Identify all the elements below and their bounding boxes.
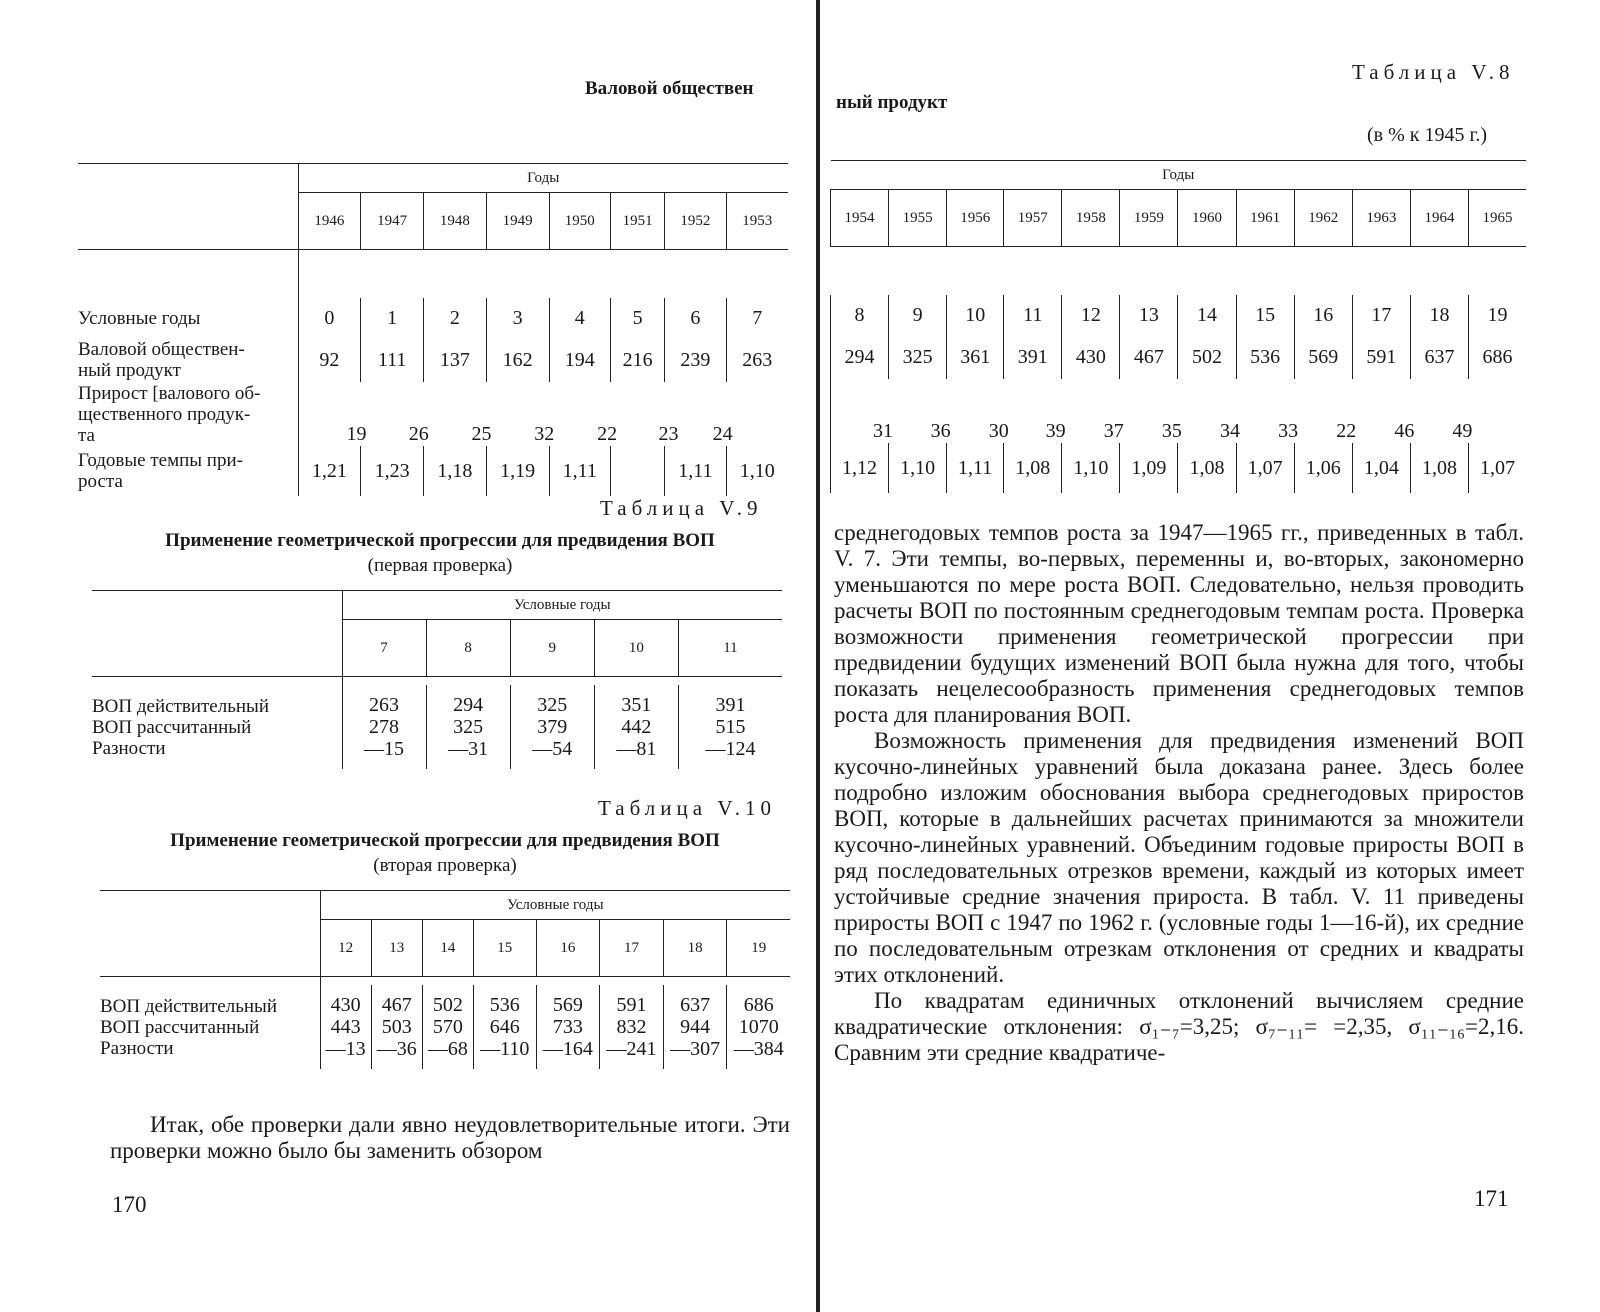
table9-year: 10: [594, 620, 678, 677]
table8r-rate: 1,07: [1469, 443, 1526, 493]
table10-actual: 502: [432, 994, 463, 1016]
table8r-increment-cell: [1004, 379, 1066, 443]
table8r-increment-cell: [1352, 379, 1415, 443]
page-number-left: 170: [112, 1192, 147, 1217]
table8r-rate: 1,09: [1120, 443, 1178, 493]
table8r-increment-cell: [947, 379, 1009, 443]
table9-row-label: ВОП рассчитанный: [92, 716, 252, 738]
table8r-year: 1958: [1062, 190, 1120, 247]
table10-difference: —241: [606, 1038, 657, 1060]
table10-group-header: Условные годы: [320, 891, 790, 920]
table9-row-label: ВОП действительный: [92, 695, 269, 717]
row-label-increment-line: та: [78, 424, 95, 446]
table8l-increment-cell: [726, 382, 788, 446]
table8r-cond-year: 10: [947, 295, 1004, 335]
table8l-increment: 26: [408, 423, 429, 445]
table8l-gross: 111: [361, 338, 424, 382]
table9-actual: 351: [621, 694, 652, 716]
table8l-cond-year: 2: [424, 298, 487, 338]
table8r-cond-year: 11: [1004, 295, 1062, 335]
table8r-rate: 1,06: [1294, 443, 1352, 493]
table8r-year: 1965: [1469, 190, 1526, 247]
table9-values: [510, 685, 594, 769]
table8r-increment: 33: [1278, 420, 1299, 442]
right-paragraph-3: По квадратам единичных отклонений вычисляем средние квадратические отклонения: σ₁₋₇=3,25; σ₇₋₁₁= =2,35, σ₁₁₋₁₆=2,16. Сравним эти средние квадратиче-: [834, 988, 1524, 1065]
table8l-rate: 1,10: [726, 446, 788, 496]
table8r-rate: 1,04: [1352, 443, 1410, 493]
table9-difference: —54: [532, 738, 573, 760]
table8r-cond-year: 9: [889, 295, 947, 335]
left-paragraph: Итак, обе проверки дали явно неудовлетворительные итоги. Эти проверки можно было бы заменить обзором: [110, 1112, 790, 1163]
table10-row-labels: [100, 985, 320, 1069]
table8r-gross: 591: [1352, 335, 1410, 379]
table8r-rate: 1,10: [889, 443, 947, 493]
table10-difference: —110: [480, 1038, 530, 1060]
table8r-cond-year: 14: [1178, 295, 1236, 335]
table9-year: 9: [510, 620, 594, 677]
table9-difference: —31: [448, 738, 489, 760]
page-number-right: 171: [1474, 1186, 1509, 1211]
table8-left: [78, 163, 788, 496]
table8r-cond-year: 18: [1410, 295, 1468, 335]
table9-actual: 325: [537, 694, 568, 716]
table8l-rate: 1,19: [486, 446, 549, 496]
table8r-increment: 30: [988, 420, 1009, 442]
table10-actual: 569: [552, 994, 583, 1016]
table8l-rate: 1,11: [549, 446, 610, 496]
table10-values: [727, 985, 790, 1069]
table9-difference: —124: [705, 738, 756, 760]
table10-year: 17: [600, 920, 664, 977]
table10-actual: 637: [680, 994, 711, 1016]
right-paragraph-2: Возможность применения для предвидения изменений ВОП кусочно-линейных уравнений была доказана ранее. Здесь более подробно изложим обоснования выбора среднегодовых приростов ВОП, которые в дальнейших расчетах принимаются за множители кусочно-линейных уравнений. Объединим годовые приросты ВОП в ряд последовательных отрезков времени, каждый из которых имеет устойчивые средние значения прироста. В табл. V. 11 приведены приросты ВОП с 1947 по 1962 г. (условные годы 1—16-й), их средние по последовательным отрезкам отклонения от средних и квадраты этих отклонений.: [834, 728, 1524, 987]
table10-corner: [100, 920, 320, 977]
table8r-cond-year: 19: [1469, 295, 1526, 335]
table8r-increment: 37: [1103, 420, 1124, 442]
table8l-rate: 1,11: [665, 446, 726, 496]
table9-group-header: Условные годы: [342, 591, 782, 620]
table8r-increment-cell: [1062, 379, 1124, 443]
left-text: [110, 1112, 790, 1164]
table8r-increment: 31: [873, 420, 893, 442]
table8r-gross: 361: [947, 335, 1004, 379]
table8l-increment-cell: [486, 382, 555, 446]
table8r-year: 1959: [1120, 190, 1178, 247]
table8l-gross: 239: [665, 338, 726, 382]
table10-actual: 536: [489, 994, 520, 1016]
table8r-increment-cell: [889, 379, 951, 443]
table8l-increment-cell: [298, 382, 367, 446]
table8-label: Таблица V.8: [1352, 60, 1515, 84]
row-label-increment-line: Прирост [валового об-: [78, 382, 261, 404]
table10-year: 18: [663, 920, 727, 977]
table8r-increment: 22: [1336, 420, 1357, 442]
table8r-cond-year: 8: [831, 295, 889, 335]
table8r-increment: 46: [1394, 420, 1415, 442]
row-label-gross-product: [78, 338, 298, 382]
table8l-increment-cell: [424, 382, 492, 446]
table10-difference: —36: [376, 1038, 417, 1060]
row-label-gross-product-line: ный продукт: [78, 360, 181, 381]
table10-difference: —384: [733, 1038, 784, 1060]
table8r-increment: 49: [1452, 420, 1473, 442]
table8r-rate: 1,07: [1236, 443, 1294, 493]
table10-actual: 467: [381, 994, 412, 1016]
table8r-increment-cell: [1236, 379, 1299, 443]
table8l-increment-cell: [361, 382, 429, 446]
table9-row-labels: [92, 685, 342, 769]
table9-actual: 391: [715, 694, 746, 716]
table10-actual: 591: [616, 994, 647, 1016]
table8r-year: 1963: [1352, 190, 1410, 247]
table9: [92, 590, 782, 769]
table8r-year: 1961: [1236, 190, 1294, 247]
table8l-year: 1946: [298, 193, 361, 250]
table8r-year: 1954: [831, 190, 889, 247]
table10-year: 19: [727, 920, 790, 977]
table10-calculated: 503: [381, 1016, 412, 1038]
table8r-group-header: Годы: [831, 161, 1527, 190]
table10-difference: —164: [542, 1038, 593, 1060]
table10-values: [663, 985, 727, 1069]
table8l-cond-year: 5: [611, 298, 665, 338]
table8l-increment: 19: [346, 423, 367, 445]
table8r-year: 1962: [1294, 190, 1352, 247]
table8r-year: 1960: [1178, 190, 1236, 247]
table8l-gross: 194: [549, 338, 610, 382]
table10-year: 16: [536, 920, 600, 977]
table8l-year: 1953: [726, 193, 788, 250]
table10-subtitle: (вторая проверка): [373, 855, 517, 876]
right-paragraph-1: среднегодовых темпов роста за 1947—1965 гг., приведенных в табл. V. 7. Эти темпы, во-первых, переменны и, во-вторых, закономерно уменьшаются по мере роста ВОП. Следовательно, нельзя проводить расчеты ВОП по постоянным среднегодовым темпам роста. Проверка возможности применения геометрической прогрессии при предвидении будущих изменений ВОП была нужна для того, чтобы показать нецелесообразность применения среднегодовых темпов роста для планирования ВОП.: [834, 520, 1524, 727]
table9-calculated: 325: [453, 716, 484, 738]
table10-values: [600, 985, 664, 1069]
table9-actual: 294: [453, 694, 484, 716]
table8l-cond-year: 7: [726, 298, 788, 338]
table8l-increment: 23: [658, 423, 679, 445]
table8l-increment: 24: [712, 423, 733, 445]
table10-values: [320, 985, 371, 1069]
table8l-year: 1947: [361, 193, 424, 250]
right-text: [834, 520, 1524, 1066]
table8r-cond-year: 16: [1294, 295, 1352, 335]
table8r-gross: 467: [1120, 335, 1178, 379]
table9-title: Применение геометрической прогрессии для предвидения ВОП: [165, 530, 715, 551]
table8r-cond-year: 15: [1236, 295, 1294, 335]
table8l-gross: 216: [611, 338, 665, 382]
table8l-rate: 1,23: [361, 446, 424, 496]
table10-row-label: ВОП действительный: [100, 995, 277, 1017]
table8r-rate: 1,12: [831, 443, 889, 493]
table8l-increment: 25: [471, 423, 492, 445]
table8-title-part2: ный продукт: [836, 92, 948, 113]
table10-calculated: 944: [680, 1016, 711, 1038]
right-page: [822, 0, 1600, 1312]
table8l-gross: 92: [298, 338, 361, 382]
table8l-corner: [78, 193, 298, 250]
table9-row-label: Разности: [92, 737, 166, 759]
row-label-conditional-years: [78, 298, 298, 338]
table9-difference: —81: [616, 738, 657, 760]
table9-year: 7: [342, 620, 426, 677]
row-label-gross-product-line: Валовой обществен-: [78, 339, 245, 360]
table8l-year: 1949: [486, 193, 549, 250]
table8r-increment-cell: [1294, 379, 1357, 443]
table10-year: 14: [422, 920, 473, 977]
table8r-gross: 569: [1294, 335, 1352, 379]
table10-values: [371, 985, 422, 1069]
table10-values: [473, 985, 536, 1069]
table8r-rate: 1,08: [1004, 443, 1062, 493]
table8r-gross: 637: [1410, 335, 1468, 379]
table8r-gross: 536: [1236, 335, 1294, 379]
table8r-increment-cell: [831, 379, 893, 443]
table9-values: [342, 685, 426, 769]
table8l-cond-year: 1: [361, 298, 424, 338]
table8r-cond-year: 12: [1062, 295, 1120, 335]
table8r-increment: 35: [1161, 420, 1182, 442]
table8l-cond-year: 4: [549, 298, 610, 338]
table8r-rate: 1,08: [1410, 443, 1468, 493]
table10-year: 15: [473, 920, 536, 977]
table8r-gross: 325: [889, 335, 947, 379]
table9-actual: 263: [369, 694, 400, 716]
table8r-year: 1964: [1410, 190, 1468, 247]
table10-calculated: 646: [489, 1016, 520, 1038]
table8l-cond-year: 0: [298, 298, 361, 338]
table8r-rate: 1,11: [947, 443, 1004, 493]
table8r-cond-year: 17: [1352, 295, 1410, 335]
table10-row-label: ВОП рассчитанный: [100, 1016, 260, 1038]
table8l-cond-year: 3: [486, 298, 549, 338]
table8r-gross: 294: [831, 335, 889, 379]
table10-calculated: 443: [330, 1016, 361, 1038]
table8r-cond-year: 13: [1120, 295, 1178, 335]
table8l-rate: [611, 446, 665, 496]
table8r-increment-cell: [1469, 379, 1526, 443]
row-label-increment-line: щественного продук-: [78, 403, 251, 425]
table8r-gross: 686: [1469, 335, 1526, 379]
table8r-year: 1956: [947, 190, 1004, 247]
table8r-rate: 1,10: [1062, 443, 1120, 493]
table8r-gross: 502: [1178, 335, 1236, 379]
table9-difference: —15: [364, 738, 405, 760]
row-label-increment: [78, 382, 298, 446]
table10: [100, 890, 790, 1069]
table10-actual: 686: [743, 994, 774, 1016]
table9-calculated: 515: [715, 716, 746, 738]
table8-right: [830, 160, 1526, 493]
table8r-increment-cell: [1120, 379, 1182, 443]
table8r-year: 1957: [1004, 190, 1062, 247]
table8r-gross: 430: [1062, 335, 1120, 379]
table9-corner: [92, 620, 342, 677]
table10-difference: —307: [670, 1038, 721, 1060]
table10-values: [422, 985, 473, 1069]
table8l-cond-year: 6: [665, 298, 726, 338]
table8r-increment-cell: [1178, 379, 1240, 443]
table9-year: 11: [678, 620, 782, 677]
table8l-gross: 162: [486, 338, 549, 382]
table10-title: Применение геометрической прогрессии для предвидения ВОП: [170, 830, 720, 851]
row-label-conditional-years-line: Условные годы: [78, 307, 201, 329]
table9-calculated: 379: [537, 716, 568, 738]
table8l-year: 1951: [611, 193, 665, 250]
table8r-gross: 391: [1004, 335, 1062, 379]
table10-values: [536, 985, 600, 1069]
table8r-increment: 34: [1219, 420, 1240, 442]
table10-year: 12: [320, 920, 371, 977]
table9-subtitle: (первая проверка): [367, 555, 513, 576]
table8r-year: 1955: [889, 190, 947, 247]
table8l-increment-cell: [549, 382, 618, 446]
row-label-annual-rates-line: роста: [78, 471, 123, 492]
table8l-gross: 263: [726, 338, 788, 382]
row-label-annual-rates-line: Годовые темпы при-: [78, 450, 243, 471]
table10-row-label: Разности: [100, 1037, 174, 1059]
table8l-increment-cell: [611, 382, 679, 446]
table9-values: [678, 685, 782, 769]
table9-year: 8: [426, 620, 510, 677]
table10-year: 13: [371, 920, 422, 977]
table9-calculated: 278: [369, 716, 400, 738]
table9-values: [594, 685, 678, 769]
table9-label: Таблица V.9: [600, 496, 763, 520]
table8r-increment: 36: [930, 420, 951, 442]
table8-title-part1: Валовой обществен: [585, 78, 754, 99]
table8r-increment: 39: [1045, 420, 1066, 442]
table10-label: Таблица V.10: [598, 796, 777, 820]
table8r-increment-cell: [1410, 379, 1473, 443]
table8-group-header: Годы: [298, 164, 788, 193]
table10-calculated: 1070: [738, 1016, 779, 1038]
table10-difference: —68: [427, 1038, 468, 1060]
table10-calculated: 733: [552, 1016, 583, 1038]
table8-unit: (в % к 1945 г.): [1367, 124, 1488, 146]
table9-values: [426, 685, 510, 769]
table8l-rate: 1,21: [298, 446, 361, 496]
table8r-rate: 1,08: [1178, 443, 1236, 493]
table8l-rate: 1,18: [424, 446, 487, 496]
table10-difference: —13: [325, 1038, 366, 1060]
row-label-annual-rates: [78, 446, 298, 496]
table8l-increment: 32: [534, 423, 555, 445]
table8l-year: 1948: [424, 193, 487, 250]
table10-actual: 430: [330, 994, 361, 1016]
table10-calculated: 570: [432, 1016, 463, 1038]
table9-calculated: 442: [621, 716, 652, 738]
table8l-year: 1952: [665, 193, 726, 250]
table10-calculated: 832: [616, 1016, 647, 1038]
table8l-year: 1950: [549, 193, 610, 250]
table8l-gross: 137: [424, 338, 487, 382]
table8l-increment: 22: [597, 423, 618, 445]
